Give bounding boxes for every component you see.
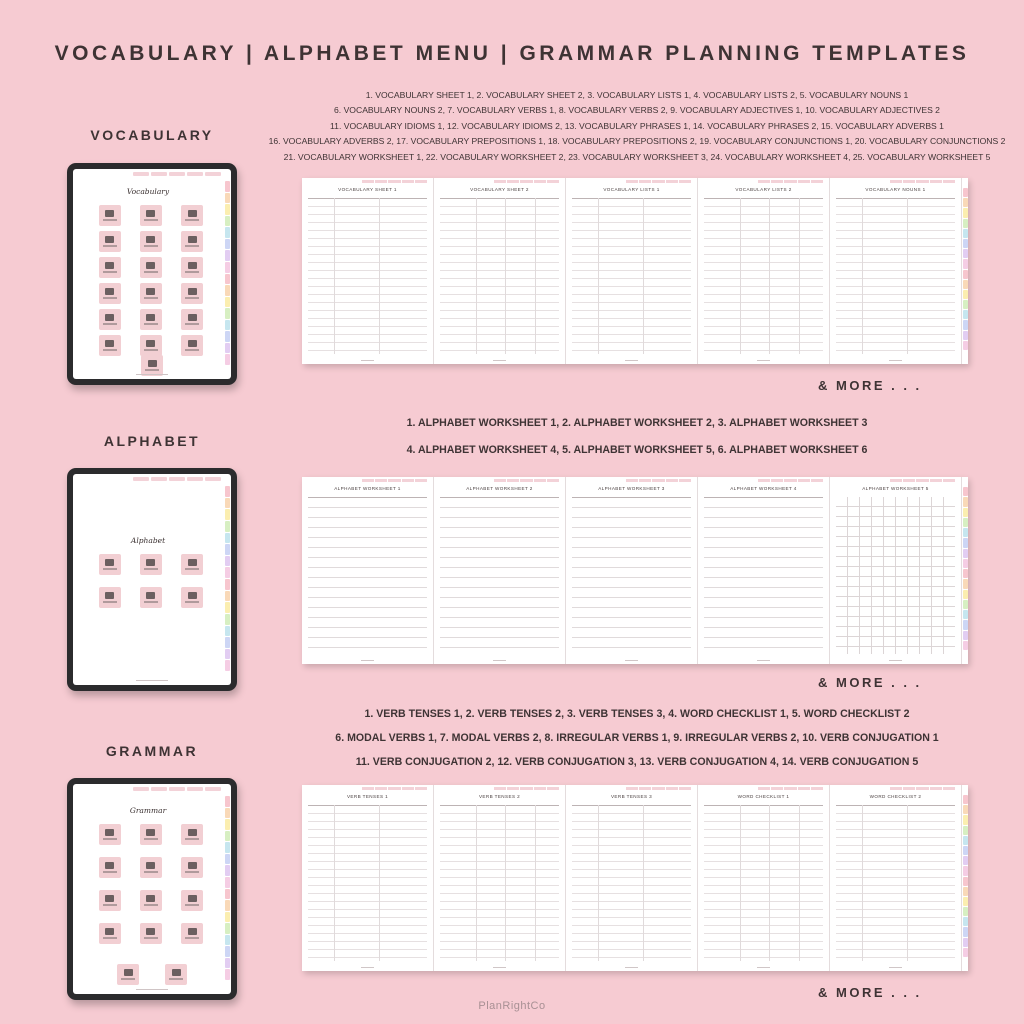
side-tab[interactable] <box>225 637 230 648</box>
template-sheet[interactable] <box>698 785 830 971</box>
tablet-side-tabs <box>225 796 230 980</box>
side-tab[interactable] <box>963 877 968 886</box>
template-sheet[interactable] <box>434 178 566 364</box>
template-sheet[interactable] <box>566 477 698 664</box>
template-icon <box>105 288 114 295</box>
template-sheet[interactable] <box>830 178 962 364</box>
side-tab[interactable] <box>225 591 230 602</box>
sheet-title: VERB TENSES 2 <box>478 794 521 799</box>
side-tab[interactable] <box>963 579 968 588</box>
side-tab[interactable] <box>225 181 230 192</box>
template-icon <box>188 829 197 836</box>
side-tab[interactable] <box>225 923 230 934</box>
tablet-menu-title: Alphabet <box>130 536 166 545</box>
side-tab[interactable] <box>963 927 968 936</box>
side-tab[interactable] <box>225 889 230 900</box>
tablet-screen <box>73 169 231 379</box>
side-tab[interactable] <box>963 208 968 217</box>
menu-tile[interactable] <box>99 309 121 330</box>
vocabulary-list-line: 21. VOCABULARY WORKSHEET 1, 22. VOCABULARY WORKSHEET 2, 23. VOCABULARY WORKSHEET 3, 24. VOCABULARY WORKSHEET 4, 25. VOCABULARY WORKSHEET 5 <box>283 151 991 162</box>
side-tab[interactable] <box>963 948 968 957</box>
side-tab[interactable] <box>225 854 230 865</box>
side-tab[interactable] <box>225 556 230 567</box>
template-sheet[interactable] <box>566 785 698 971</box>
sheet-title: ALPHABET WORKSHEET 2 <box>466 486 533 491</box>
menu-tile[interactable] <box>181 205 203 226</box>
menu-tile[interactable] <box>140 283 162 304</box>
side-tab[interactable] <box>963 866 968 875</box>
sheet-title: VOCABULARY LISTS 1 <box>603 187 660 192</box>
side-tab[interactable] <box>225 486 230 497</box>
side-tab[interactable] <box>225 958 230 969</box>
menu-tile[interactable] <box>140 231 162 252</box>
template-icon <box>146 862 155 869</box>
grammar-menu-grid <box>89 824 213 944</box>
side-tab[interactable] <box>963 795 968 804</box>
alphabet-list-line: 1. ALPHABET WORKSHEET 1, 2. ALPHABET WORKSHEET 2, 3. ALPHABET WORKSHEET 3 <box>406 417 868 429</box>
side-tab[interactable] <box>225 509 230 520</box>
menu-tile[interactable] <box>99 231 121 252</box>
menu-tile[interactable] <box>181 309 203 330</box>
template-icon <box>188 236 197 243</box>
side-tab[interactable] <box>225 320 230 331</box>
side-tab[interactable] <box>225 900 230 911</box>
side-tab[interactable] <box>963 290 968 299</box>
side-tab[interactable] <box>225 819 230 830</box>
vocabulary-list-line: 6. VOCABULARY NOUNS 2, 7. VOCABULARY VERBS 1, 8. VOCABULARY VERBS 2, 9. VOCABULARY ADJECTIVES 1, 10. VOCABULARY ADJECTIVES 2 <box>334 105 940 116</box>
side-tab[interactable] <box>225 239 230 250</box>
menu-tile[interactable] <box>181 890 203 911</box>
side-tab[interactable] <box>225 250 230 261</box>
grammar-list-line: 1. VERB TENSES 1, 2. VERB TENSES 2, 3. VERB TENSES 3, 4. WORD CHECKLIST 1, 5. WORD CHECKLIST 2 <box>364 708 910 720</box>
menu-tile[interactable] <box>181 824 203 845</box>
template-sheet[interactable] <box>698 178 830 364</box>
side-tab[interactable] <box>225 649 230 660</box>
side-tab[interactable] <box>225 877 230 888</box>
sheet-title: VOCABULARY SHEET 1 <box>338 187 397 192</box>
menu-tile[interactable] <box>140 857 162 878</box>
side-tab[interactable] <box>225 227 230 238</box>
vocabulary-tablet-preview <box>67 163 237 385</box>
menu-tile[interactable] <box>99 554 121 575</box>
template-icon <box>188 862 197 869</box>
menu-tile[interactable] <box>140 824 162 845</box>
sheet-title: ALPHABET WORKSHEET 4 <box>730 486 797 491</box>
side-tab[interactable] <box>225 285 230 296</box>
vocabulary-list-line: 16. VOCABULARY ADVERBS 2, 17. VOCABULARY PREPOSITIONS 1, 18. VOCABULARY PREPOSITIONS 2, 19. VOCABULARY CONJUNCTIONS 1, 20. VOCABULARY CONJUNCTIONS 2 <box>268 136 1006 147</box>
template-icon <box>105 210 114 217</box>
side-tab[interactable] <box>963 907 968 916</box>
menu-tile[interactable] <box>140 205 162 226</box>
vocabulary-menu-grid <box>89 205 213 356</box>
side-tab[interactable] <box>963 938 968 947</box>
menu-tile[interactable] <box>99 587 121 608</box>
menu-tile[interactable] <box>99 923 121 944</box>
menu-tile[interactable] <box>140 257 162 278</box>
side-tab[interactable] <box>963 815 968 824</box>
side-tab[interactable] <box>963 826 968 835</box>
sheet-side-tabs <box>962 785 968 971</box>
side-tab[interactable] <box>225 331 230 342</box>
side-tab[interactable] <box>963 549 968 558</box>
tablet-menu-title: Grammar <box>129 806 167 815</box>
menu-tile[interactable] <box>140 890 162 911</box>
menu-tile[interactable] <box>99 205 121 226</box>
side-tab[interactable] <box>963 239 968 248</box>
template-icon <box>105 928 114 935</box>
alphabet-tablet-preview <box>67 468 237 691</box>
menu-tile[interactable] <box>181 857 203 878</box>
template-icon <box>188 559 197 566</box>
side-tab[interactable] <box>225 842 230 853</box>
menu-tile[interactable] <box>181 587 203 608</box>
side-tab[interactable] <box>225 912 230 923</box>
side-tab[interactable] <box>225 626 230 637</box>
side-tab[interactable] <box>963 249 968 258</box>
sheet-title: WORD CHECKLIST 2 <box>869 794 922 799</box>
template-icon <box>105 314 114 321</box>
side-tab[interactable] <box>225 935 230 946</box>
grammar-section-label: GRAMMAR <box>105 743 199 759</box>
side-tab[interactable] <box>963 198 968 207</box>
template-icon <box>146 236 155 243</box>
side-tab[interactable] <box>963 897 968 906</box>
side-tab[interactable] <box>963 836 968 845</box>
side-tab[interactable] <box>963 219 968 228</box>
tablet-side-tabs <box>225 181 230 365</box>
alphabet-more-label: & MORE . . . <box>818 675 922 690</box>
alphabet-section-label: ALPHABET <box>103 433 201 449</box>
tablet-top-tabs <box>133 172 221 176</box>
side-tab[interactable] <box>225 498 230 509</box>
side-tab[interactable] <box>963 610 968 619</box>
alphabet-list-line: 4. ALPHABET WORKSHEET 4, 5. ALPHABET WORKSHEET 5, 6. ALPHABET WORKSHEET 6 <box>406 444 868 456</box>
template-icon <box>146 288 155 295</box>
alphabet-sheet-previews <box>302 477 968 664</box>
side-tab[interactable] <box>963 310 968 319</box>
side-tab[interactable] <box>225 660 230 671</box>
sheet-title: VERB TENSES 1 <box>346 794 389 799</box>
template-sheet[interactable] <box>302 178 434 364</box>
vocabulary-section-label: VOCABULARY <box>90 127 214 143</box>
template-icon <box>146 210 155 217</box>
template-icon <box>172 969 181 976</box>
template-icon <box>188 592 197 599</box>
sheet-title: VOCABULARY LISTS 2 <box>735 187 792 192</box>
template-icon <box>146 592 155 599</box>
side-tab[interactable] <box>963 331 968 340</box>
template-sheet[interactable] <box>830 785 962 971</box>
side-tab[interactable] <box>963 259 968 268</box>
menu-tile[interactable] <box>181 335 203 356</box>
tablet-screen <box>73 784 231 994</box>
side-tab[interactable] <box>963 805 968 814</box>
side-tab[interactable] <box>225 544 230 555</box>
side-tab[interactable] <box>225 193 230 204</box>
template-icon <box>105 559 114 566</box>
alphabet-template-list <box>262 416 1012 457</box>
grammar-sheet-previews <box>302 785 968 971</box>
template-sheet[interactable] <box>434 477 566 664</box>
menu-tile[interactable] <box>99 283 121 304</box>
menu-tile[interactable] <box>140 554 162 575</box>
template-icon <box>105 340 114 347</box>
side-tab[interactable] <box>963 188 968 197</box>
template-icon <box>146 262 155 269</box>
side-tab[interactable] <box>963 631 968 640</box>
template-sheet[interactable] <box>566 178 698 364</box>
sheet-title: ALPHABET WORKSHEET 3 <box>598 486 665 491</box>
menu-tile[interactable] <box>99 257 121 278</box>
menu-tile[interactable] <box>99 335 121 356</box>
grammar-list-line: 11. VERB CONJUGATION 2, 12. VERB CONJUGATION 3, 13. VERB CONJUGATION 4, 14. VERB CONJUGATION 5 <box>355 756 919 768</box>
side-tab[interactable] <box>963 538 968 547</box>
side-tab[interactable] <box>963 641 968 650</box>
side-tab[interactable] <box>963 270 968 279</box>
side-tab[interactable] <box>225 262 230 273</box>
template-icon <box>188 262 197 269</box>
vocabulary-template-list <box>262 88 1012 165</box>
side-tab[interactable] <box>963 620 968 629</box>
menu-tile[interactable] <box>99 824 121 845</box>
alphabet-menu-grid <box>89 554 213 608</box>
side-tab[interactable] <box>225 354 230 365</box>
menu-tile[interactable] <box>140 587 162 608</box>
grammar-menu-tile[interactable] <box>117 964 139 985</box>
menu-tile[interactable] <box>181 231 203 252</box>
template-icon <box>146 340 155 347</box>
side-tab[interactable] <box>963 856 968 865</box>
sheet-title: ALPHABET WORKSHEET 1 <box>334 486 401 491</box>
sheet-side-tabs <box>962 477 968 664</box>
vocabulary-list-line: 1. VOCABULARY SHEET 1, 2. VOCABULARY SHEET 2, 3. VOCABULARY LISTS 1, 4. VOCABULARY LISTS 2, 5. VOCABULARY NOUNS 1 <box>365 90 909 100</box>
side-tab[interactable] <box>225 831 230 842</box>
sheet-title: VOCABULARY NOUNS 1 <box>865 187 926 192</box>
tablet-top-tabs <box>133 477 221 481</box>
template-icon <box>146 829 155 836</box>
side-tab[interactable] <box>225 308 230 319</box>
menu-tile[interactable] <box>181 554 203 575</box>
side-tab[interactable] <box>963 559 968 568</box>
template-icon <box>188 928 197 935</box>
side-tab[interactable] <box>963 320 968 329</box>
menu-tile[interactable] <box>140 923 162 944</box>
side-tab[interactable] <box>963 569 968 578</box>
side-tab[interactable] <box>225 297 230 308</box>
sheet-side-tabs <box>962 178 968 364</box>
template-icon <box>188 288 197 295</box>
side-tab[interactable] <box>225 343 230 354</box>
template-sheet[interactable] <box>698 477 830 664</box>
side-tab[interactable] <box>963 341 968 350</box>
side-tab[interactable] <box>225 865 230 876</box>
template-sheet[interactable] <box>302 477 434 664</box>
grammar-tablet-preview <box>67 778 237 1000</box>
template-icon <box>105 592 114 599</box>
side-tab[interactable] <box>225 533 230 544</box>
template-icon <box>146 559 155 566</box>
vocabulary-list-line: 11. VOCABULARY IDIOMS 1, 12. VOCABULARY IDIOMS 2, 13. VOCABULARY PHRASES 1, 14. VOCABULARY PHRASES 2, 15. VOCABULARY ADVERBS 1 <box>330 120 944 131</box>
template-icon <box>188 210 197 217</box>
menu-tile[interactable] <box>181 257 203 278</box>
side-tab[interactable] <box>963 600 968 609</box>
menu-tile[interactable] <box>99 857 121 878</box>
side-tab[interactable] <box>963 487 968 496</box>
grammar-menu-tile[interactable] <box>165 964 187 985</box>
side-tab[interactable] <box>963 497 968 506</box>
side-tab[interactable] <box>963 528 968 537</box>
template-icon <box>188 314 197 321</box>
side-tab[interactable] <box>963 846 968 855</box>
sheet-title: VERB TENSES 3 <box>610 794 653 799</box>
side-tab[interactable] <box>225 796 230 807</box>
template-icon <box>105 895 114 902</box>
vocabulary-sheet-previews <box>302 178 968 364</box>
template-icon <box>146 895 155 902</box>
vocabulary-more-label: & MORE . . . <box>818 378 922 393</box>
template-sheet[interactable] <box>830 477 962 664</box>
side-tab[interactable] <box>225 969 230 980</box>
template-icon <box>105 262 114 269</box>
side-tab[interactable] <box>963 229 968 238</box>
template-icon <box>146 928 155 935</box>
template-icon <box>124 969 133 976</box>
brand-watermark: PlanRightCo <box>478 1000 546 1012</box>
template-icon <box>105 862 114 869</box>
side-tab[interactable] <box>225 567 230 578</box>
side-tab[interactable] <box>963 590 968 599</box>
side-tab[interactable] <box>963 887 968 896</box>
side-tab[interactable] <box>963 518 968 527</box>
side-tab[interactable] <box>225 204 230 215</box>
menu-tile[interactable] <box>99 890 121 911</box>
menu-tile[interactable] <box>181 283 203 304</box>
sheet-title: WORD CHECKLIST 1 <box>737 794 790 799</box>
side-tab[interactable] <box>225 274 230 285</box>
template-icon <box>148 360 157 367</box>
template-sheet[interactable] <box>434 785 566 971</box>
template-icon <box>146 314 155 321</box>
side-tab[interactable] <box>963 917 968 926</box>
tablet-side-tabs <box>225 486 230 671</box>
menu-tile[interactable] <box>140 335 162 356</box>
tablet-menu-title: Vocabulary <box>126 187 170 196</box>
template-icon <box>188 895 197 902</box>
side-tab[interactable] <box>225 579 230 590</box>
side-tab[interactable] <box>225 946 230 957</box>
menu-tile[interactable] <box>181 923 203 944</box>
grammar-template-list <box>262 707 1012 769</box>
side-tab[interactable] <box>225 521 230 532</box>
template-icon <box>105 829 114 836</box>
side-tab[interactable] <box>225 614 230 625</box>
side-tab[interactable] <box>225 808 230 819</box>
sheet-title: VOCABULARY SHEET 2 <box>470 187 529 192</box>
side-tab[interactable] <box>225 216 230 227</box>
template-sheet[interactable] <box>302 785 434 971</box>
sheet-title: ALPHABET WORKSHEET 5 <box>862 486 929 491</box>
grammar-more-label: & MORE . . . <box>818 985 922 1000</box>
template-icon <box>105 236 114 243</box>
side-tab[interactable] <box>225 602 230 613</box>
template-icon <box>188 340 197 347</box>
side-tab[interactable] <box>963 508 968 517</box>
side-tab[interactable] <box>963 300 968 309</box>
side-tab[interactable] <box>963 280 968 289</box>
grammar-list-line: 6. MODAL VERBS 1, 7. MODAL VERBS 2, 8. IRREGULAR VERBS 1, 9. IRREGULAR VERBS 2, 10. VERB CONJUGATION 1 <box>335 732 939 744</box>
menu-tile[interactable] <box>140 309 162 330</box>
vocabulary-menu-tile[interactable] <box>141 355 163 376</box>
tablet-screen <box>73 474 231 685</box>
page-title: VOCABULARY | ALPHABET MENU | GRAMMAR PLANNING TEMPLATES <box>54 42 970 65</box>
tablet-top-tabs <box>133 787 221 791</box>
